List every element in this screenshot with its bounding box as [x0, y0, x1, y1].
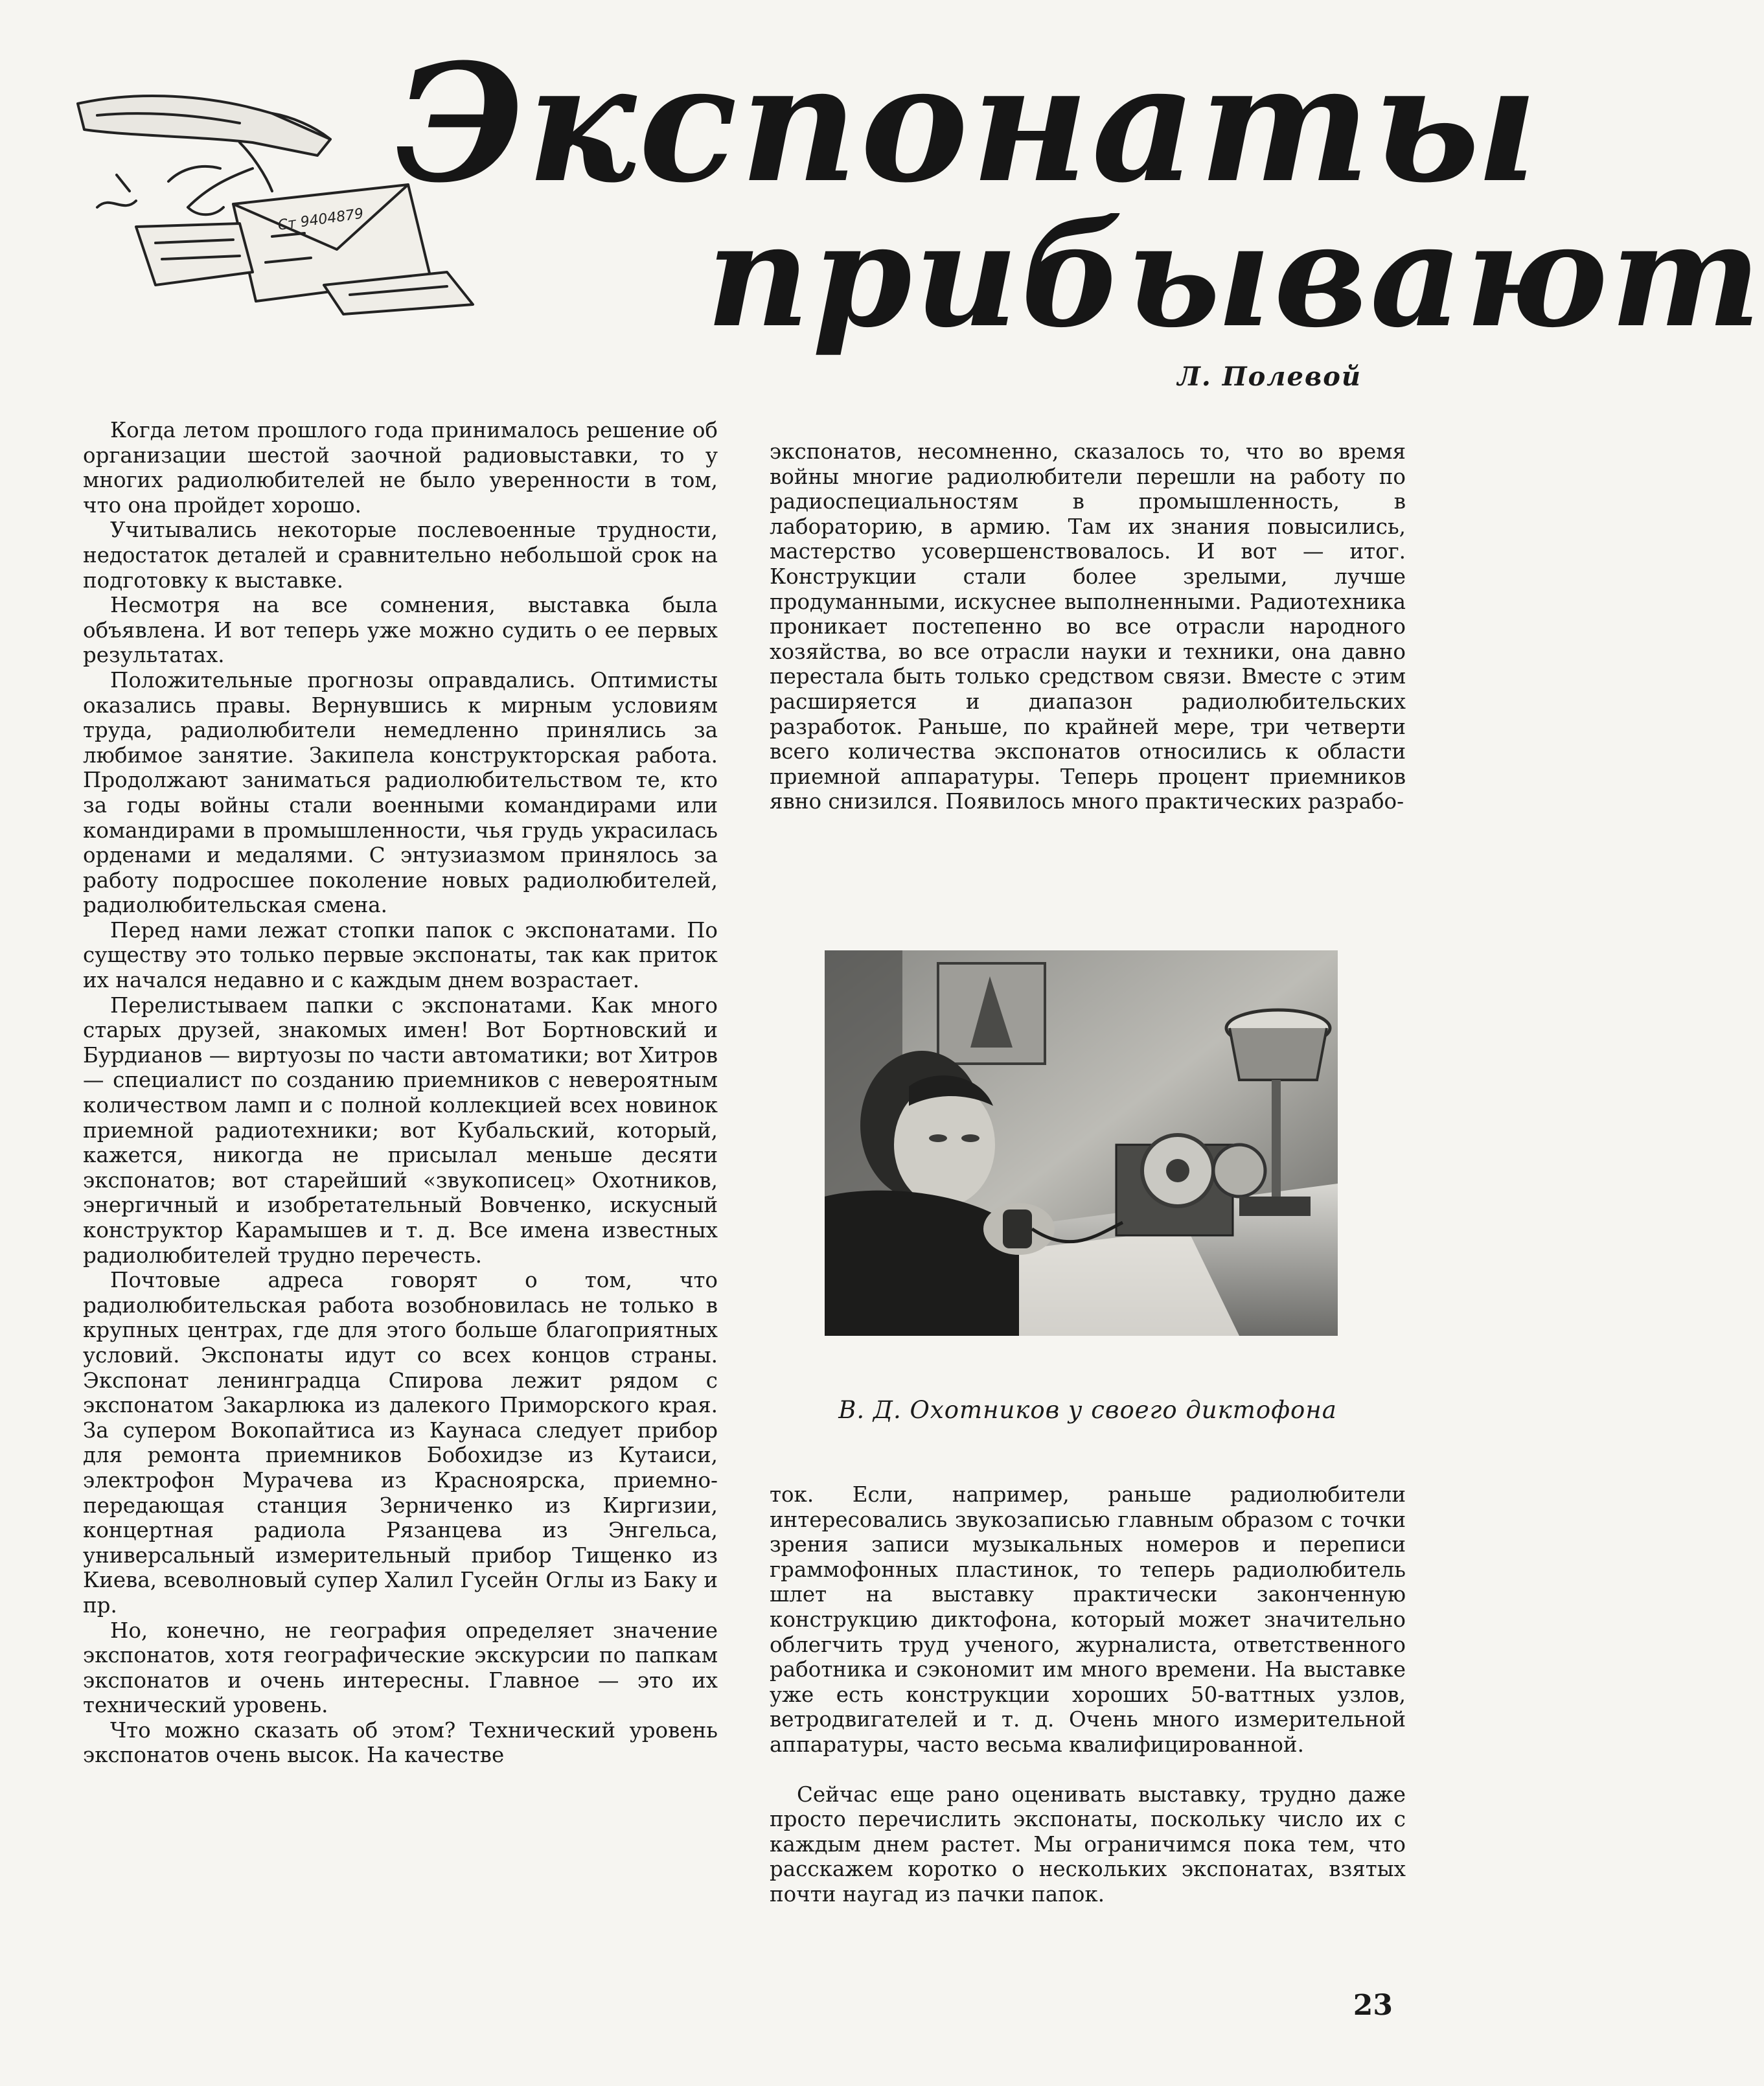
paragraph: ток. Если, например, раньше радиолюбители интересовались звукозаписью главным образом с точки зрения записи музыкальных номеров и переписи граммофонных пластинок, то теперь радиолюбитель шлет на выставку практически законченную конструкцию диктофона, который может значительно облегчить труд ученого, журналиста, ответственного работника и сэкономит им много времени. На выставке уже есть конструкции хороших 50-ваттных узлов, ветродвигателей и т. д. Очень много измерительной аппаратуры, часто весьма квалифицированной. — [770, 1482, 1406, 1757]
paragraph: Но, конечно, не география определяет значение экспонатов, хотя географические экскурсии по папкам экспонатов и очень интересны. Главное — это их технический уровень. — [83, 1618, 718, 1718]
article-author: Л. Полевой — [1177, 361, 1362, 392]
paragraph: Перед нами лежат стопки папок с экспонатами. По существу это только первые экспонаты, так как приток их начался недавно и с каждым днем возрастает. — [83, 917, 718, 993]
photo-image — [825, 950, 1338, 1336]
paragraph: Несмотря на все сомнения, выставка была объявлена. И вот теперь уже можно судить о ее первых результатах. — [83, 593, 718, 668]
article-title-line-1: Экспонаты — [395, 28, 1541, 218]
right-column-bottom — [770, 1482, 1406, 1907]
left-column — [83, 418, 718, 1768]
photo-dictaphone — [825, 950, 1338, 1336]
paragraph: Почтовые адреса говорят о том, что радиолюбительская работа возобновилась не только в крупных центрах, где для этого больше благоприятных условий. Экспонаты идут со всех концов страны. Экспонат ленинградца Спирова лежит рядом с экспонатом Закарлюка из далекого Приморского края. За супером Вокопайтиса из Каунаса следует прибор для ремонта приемников Бобохидзе из Кутаиси, электрофон Мурачева из Красноярска, приемно-передающая станция Зерниченко из Киргизии, концертная радиола Рязанцева из Энгельса, универсальный измерительный прибор Тищенко из Киева, всеволновый супер Халил Гусейн Оглы из Баку и пр. — [83, 1268, 718, 1618]
paragraph: Что можно сказать об этом? Технический уровень экспонатов очень высок. На качестве — [83, 1717, 718, 1768]
paragraph: Перелистываем папки с экспонатами. Как много старых друзей, знакомых имен! Вот Бортновский и Бурдианов — виртуозы по части автоматики; вот Хитров — специалист по созданию приемников с невероятным количеством ламп и с полной коллекцией всех новинок приемной радиотехники; вот Кубальский, который, кажется, никогда не присылал меньше десяти экспонатов; вот старейший «звукописец» Охотников, энергичный и изобретательный Вовченко, искусный конструктор Карамышев и т. д. Все имена известных радиолюбителей трудно перечесть. — [83, 992, 718, 1268]
paragraph: Когда летом прошлого года принималось решение об организации шестой заочной радиовыставки, то у многих радиолюбителей не было уверенности в том, что она пройдет хорошо. — [83, 418, 718, 518]
paragraph: Учитывались некоторые послевоенные трудности, недостаток деталей и сравнительно небольшой срок на подготовку к выставке. — [83, 518, 718, 593]
photo-caption: В. Д. Охотников у своего диктофона — [838, 1396, 1337, 1424]
right-column-top — [770, 439, 1406, 814]
article-title-line-2: прибывают — [706, 191, 1764, 359]
page-number: 23 — [1353, 1989, 1393, 2022]
envelope-stamp-text: Ст 9404879 — [277, 205, 365, 234]
paragraph: экспонатов, несомненно, сказалось то, что во время войны многие радиолюбители перешли на работу по радиоспециальностям в промышленность, в лабораторию, в армию. Там их знания повысились, мастерство усовершенствовалось. И вот — итог. Конструкции стали более зрелыми, лучше продуманными, искуснее выполненными. Радиотехника проникает постепенно во все отрасли народного хозяйства, во все отрасли науки и техники, она давно перестала быть только средством связи. Вместе с этим расширяется и диапазон радиолюбительских разработок. Раньше, по крайней мере, три четверти всего количества экспонатов относились к области приемной аппаратуры. Теперь процент приемников явно снизился. Появилось много практических разрабо- — [770, 439, 1406, 814]
paragraph: Положительные прогнозы оправдались. Оптимисты оказались правы. Вернувшись к мирным условиям труда, радиолюбители немедленно принялись за любимое занятие. Закипела конструкторская работа. Продолжают заниматься радиолюбительством те, кто за годы войны стали военными командирами или командирами в промышленности, чья грудь украсилась орденами и медалями. С энтузиазмом принялось за работу подросшее поколение новых радиолюбителей, радиолюбительская смена. — [83, 667, 718, 918]
paragraph: Сейчас еще рано оценивать выставку, трудно даже просто перечислить экспонаты, поскольку число их с каждым днем растет. Мы ограничимся пока тем, что расскажем коротко о нескольких экспонатах, взятых почти наугад из пачки папок. — [770, 1782, 1406, 1907]
